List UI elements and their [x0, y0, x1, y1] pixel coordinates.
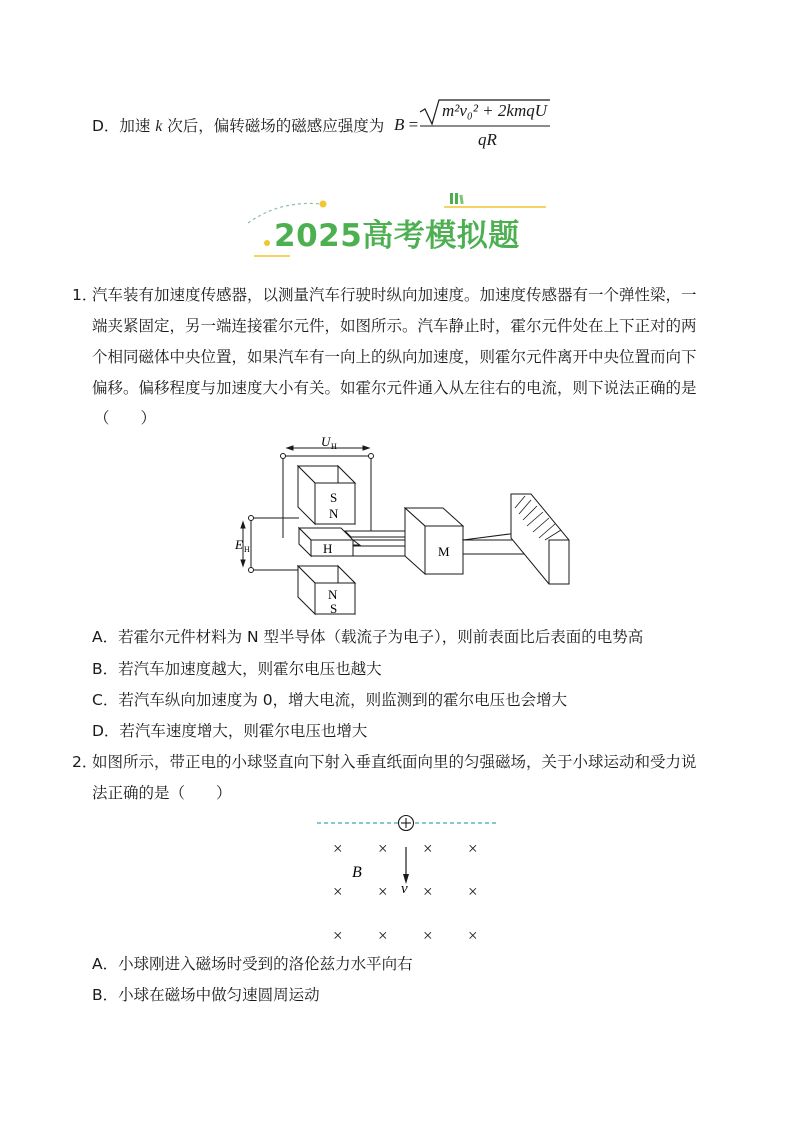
q1-line-2: 端夹紧固定，另一端连接霍尔元件，如图所示。汽车静止时，霍尔元件处在上下正对的两	[92, 317, 697, 335]
cross-mark: ×	[333, 882, 343, 901]
q2-number: 2．	[72, 753, 98, 771]
cross-mark: ×	[423, 839, 433, 858]
cross-mark: ×	[468, 926, 478, 945]
q2-option-a: A．小球刚进入磁场时受到的洛伦兹力水平向右	[92, 955, 413, 973]
formula-b: B	[394, 115, 405, 134]
variable-k: k	[155, 118, 163, 135]
banner-title: 2025高考模拟题	[274, 218, 520, 254]
q2-option-b: B．小球在磁场中做匀速圆周运动	[92, 986, 320, 1004]
label-uh: U	[321, 434, 331, 449]
mass-label: M	[438, 544, 450, 559]
label-b: B	[352, 864, 362, 881]
q1-option-b: B．若汽车加速度越大，则霍尔电压也越大	[92, 660, 382, 678]
q2-line-2: 法正确的是（ ）	[92, 784, 232, 802]
label-eh: E	[235, 537, 243, 552]
q1-line-3: 个相同磁体中央位置，如果汽车有一向上的纵向加速度，则霍尔元件离开中央位置而向下	[92, 348, 697, 366]
q1-line-5: （ ）	[94, 409, 157, 427]
cross-mark: ×	[468, 839, 478, 858]
cross-mark: ×	[333, 926, 343, 945]
hall-label: H	[323, 541, 333, 556]
cross-mark: ×	[378, 926, 388, 945]
cross-mark: ×	[423, 926, 433, 945]
cross-mark: ×	[378, 882, 388, 901]
prev-option-d	[92, 116, 384, 137]
q1-option-d: D．若汽车速度增大，则霍尔电压也增大	[92, 722, 368, 740]
cross-mark: ×	[333, 839, 343, 858]
q1-option-a: A．若霍尔元件材料为 N 型半导体（载流子为电子），则前表面比后表面的电势高	[92, 628, 644, 646]
q1-number: 1．	[72, 286, 98, 304]
bottom-magnet-s: S	[330, 601, 338, 616]
cross-mark: ×	[378, 839, 388, 858]
magnetic-field-figure	[315, 812, 500, 947]
q2-line-1: 如图所示，带正电的小球竖直向下射入垂直纸面向里的匀强磁场，关于小球运动和受力说	[92, 753, 697, 771]
q1-line-4: 偏移。偏移程度与加速度大小有关。如霍尔元件通入从左往右的电流，则下说法正确的是	[92, 379, 697, 397]
formula-lhs	[394, 115, 418, 135]
top-magnet-s: S	[330, 490, 338, 505]
hall-sensor-figure	[235, 428, 580, 620]
q1-line-1: 汽车装有加速度传感器，以测量汽车行驶时纵向加速度。加速度传感器有一个弹性梁，一	[92, 286, 697, 304]
formula-denominator: qR	[478, 130, 497, 149]
option-text: 次后，偏转磁场的磁感应强度为	[167, 117, 385, 135]
formula-numerator: m²v₀² + 2kmqU	[442, 101, 547, 120]
label-eh-sub: H	[244, 545, 250, 554]
top-magnet-n: N	[329, 506, 339, 521]
option-text: D．加速	[92, 117, 151, 135]
label-v: v	[401, 881, 408, 897]
bottom-magnet-n: N	[328, 587, 338, 602]
cross-mark: ×	[423, 882, 433, 901]
label-uh-sub: H	[331, 442, 337, 451]
formula-equals: =	[408, 115, 419, 134]
q1-option-c: C．若汽车纵向加速度为 0，增大电流，则监测到的霍尔电压也会增大	[92, 691, 568, 709]
cross-mark: ×	[468, 882, 478, 901]
